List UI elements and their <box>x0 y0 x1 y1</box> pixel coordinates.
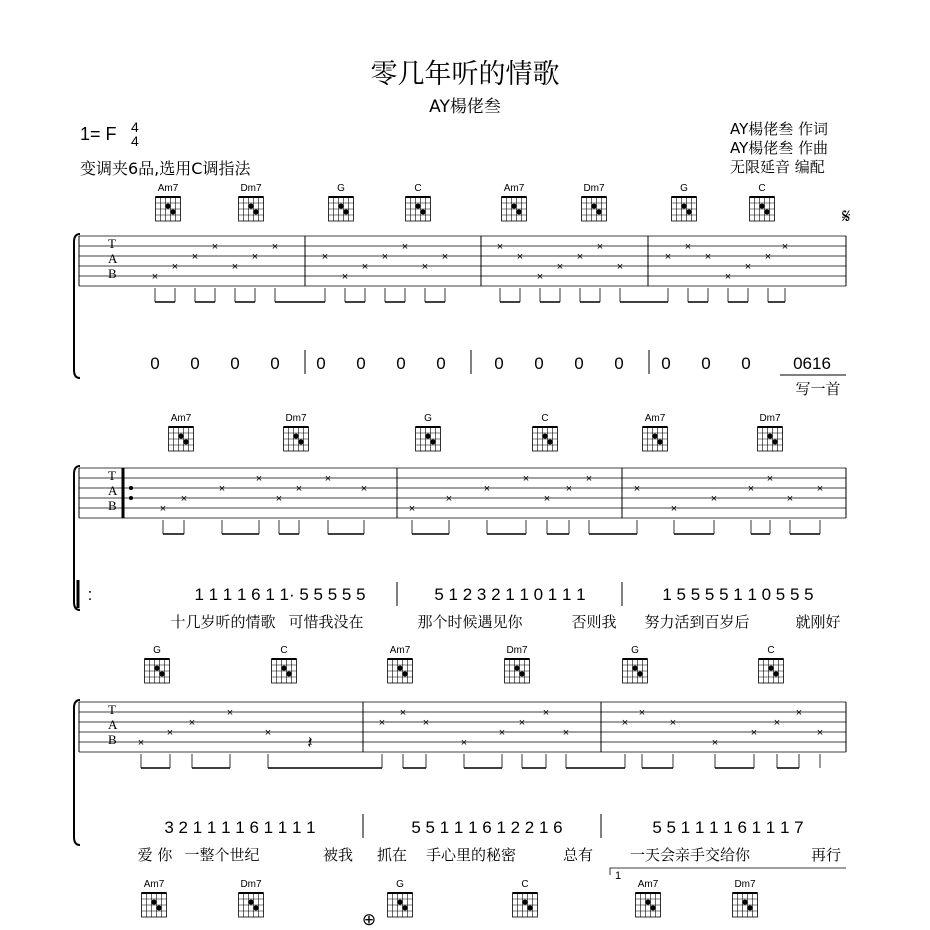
tab-note: × <box>191 251 199 263</box>
jianpu-row: 1 1 1 1 6 1 1· 5 5 5 5 5 <box>194 585 366 604</box>
tab-note: × <box>166 727 174 739</box>
tab-note: × <box>445 493 453 505</box>
chord-diagram <box>759 645 784 683</box>
chord-diagram <box>388 879 413 917</box>
credit-composer: AY楊佬叁 作曲 <box>730 139 829 157</box>
chord-finger <box>183 439 188 444</box>
chord-finger <box>645 900 650 905</box>
chord-name: G <box>680 183 688 194</box>
chord-finger <box>522 900 527 905</box>
chord-name: Dm7 <box>734 879 756 890</box>
credit-arranger: 无限延音 编配 <box>730 158 825 176</box>
chord-finger <box>286 671 291 676</box>
tab-note: × <box>496 241 504 253</box>
lyric-text: 写一首 <box>795 380 841 398</box>
jianpu-row: 5 5 1 1 1 1 6 1 1 1 7 <box>652 818 804 837</box>
tab-note: × <box>724 271 732 283</box>
tab-note: × <box>408 503 416 515</box>
chord-finger <box>298 439 303 444</box>
tab-note: × <box>704 251 712 263</box>
chord-name: G <box>396 879 404 890</box>
lyric-text: 就刚好 <box>795 613 841 631</box>
tab-staves <box>74 234 846 845</box>
tab-note: × <box>764 251 772 263</box>
time-signature-top: 4 <box>131 119 139 135</box>
chord-diagram <box>505 645 530 683</box>
chord-diagram <box>582 183 607 221</box>
chord-finger <box>402 905 407 910</box>
chord-finger <box>178 434 183 439</box>
chord-name: Dm7 <box>285 413 307 424</box>
chord-finger <box>156 905 161 910</box>
tab-staff-1 <box>79 236 846 302</box>
chord-finger <box>596 209 601 214</box>
lyric-text: 否则我 <box>571 613 617 631</box>
tab-note: × <box>816 727 824 739</box>
chord-finger <box>637 671 642 676</box>
jianpu-note: 0 <box>741 354 751 373</box>
tab-note: × <box>399 707 407 719</box>
jianpu-row: 5 1 2 3 2 1 1 0 1 1 1 <box>434 585 586 604</box>
jianpu-note: 0 <box>661 354 671 373</box>
chord-finger <box>772 439 777 444</box>
chord-finger <box>151 900 156 905</box>
tab-note: × <box>542 707 550 719</box>
chord-finger <box>248 900 253 905</box>
lyric-text: 十几岁听的情歌 <box>170 613 276 631</box>
tab-note: × <box>576 251 584 263</box>
chord-finger <box>159 671 164 676</box>
jianpu-note: 0 <box>436 354 446 373</box>
tab-note: × <box>633 483 641 495</box>
tab-note: × <box>460 737 468 749</box>
chord-diagram <box>169 413 194 451</box>
tab-note: × <box>565 483 573 495</box>
chord-name: C <box>767 645 775 656</box>
segno-icon: 𝄋 <box>842 206 851 228</box>
jianpu-row: 3 2 1 1 1 1 6 1 1 1 1 <box>164 818 316 837</box>
chord-name: C <box>280 645 288 656</box>
lyric-text: 再行 <box>810 846 842 864</box>
tab-letter-a: A <box>108 483 118 498</box>
tab-note: × <box>381 251 389 263</box>
chord-finger <box>516 209 521 214</box>
tab-note: × <box>361 261 369 273</box>
tab-note: × <box>711 737 719 749</box>
chord-name: Am7 <box>644 413 666 424</box>
chord-finger <box>415 204 420 209</box>
chord-name: G <box>424 413 432 424</box>
jianpu-note: 0 <box>534 354 544 373</box>
jianpu-note: 0616 <box>793 354 831 373</box>
tab-note: × <box>264 727 272 739</box>
tab-note: × <box>638 707 646 719</box>
jianpu-row: 1 5 5 5 5 1 1 0 5 5 5 <box>662 585 814 604</box>
chord-diagram <box>272 645 297 683</box>
tab-note: × <box>816 483 824 495</box>
chord-finger <box>420 209 425 214</box>
tab-note: × <box>556 261 564 273</box>
chord-diagram <box>733 879 758 917</box>
credit-lyricist: AY楊佬叁 作词 <box>730 120 829 138</box>
chord-finger <box>742 900 747 905</box>
tab-note: × <box>750 727 758 739</box>
chord-finger <box>511 204 516 209</box>
tab-letter-a: A <box>108 251 118 266</box>
tab-note: × <box>324 473 332 485</box>
chord-finger <box>425 434 430 439</box>
chord-name: Am7 <box>389 645 411 656</box>
tab-letter-a: A <box>108 717 118 732</box>
chord-name: G <box>153 645 161 656</box>
tab-note: × <box>498 727 506 739</box>
tab-note: × <box>747 483 755 495</box>
chord-diagram <box>750 183 775 221</box>
rest-icon: 𝄽 <box>307 733 313 752</box>
chord-finger <box>248 204 253 209</box>
chord-name: C <box>758 183 766 194</box>
chord-diagram <box>636 879 661 917</box>
chord-finger <box>650 905 655 910</box>
chord-finger <box>767 434 772 439</box>
chord-finger <box>681 204 686 209</box>
tab-note: × <box>231 261 239 273</box>
lyric-text: 那个时候遇见你 <box>417 613 523 631</box>
chord-diagram <box>416 413 441 451</box>
jianpu-note: 0 <box>396 354 406 373</box>
lyric-text: 总有 <box>562 846 594 864</box>
jianpu-note: 0 <box>701 354 711 373</box>
chord-finger <box>519 671 524 676</box>
key-signature: 1= F <box>80 124 117 144</box>
jianpu-note: 0 <box>316 354 326 373</box>
tab-letter-b: B <box>108 498 117 513</box>
lyric-text: 一整个世纪 <box>184 846 260 864</box>
chord-finger <box>542 434 547 439</box>
capo-note: 变调夹6品,选用C调指法 <box>80 159 251 178</box>
tab-note: × <box>710 493 718 505</box>
tab-note: × <box>271 241 279 253</box>
jianpu-note: 0 <box>190 354 200 373</box>
lyric-text: 手心里的秘密 <box>425 846 517 864</box>
chord-diagram <box>239 879 264 917</box>
tab-note: × <box>211 241 219 253</box>
volta-number: 1 <box>614 870 622 882</box>
lyric-text: 努力活到百岁后 <box>644 613 750 631</box>
tab-note: × <box>516 251 524 263</box>
tab-note: × <box>621 717 629 729</box>
tab-note: × <box>275 493 283 505</box>
tab-note: × <box>684 241 692 253</box>
chord-finger <box>253 209 258 214</box>
chord-finger <box>430 439 435 444</box>
tab-note: × <box>321 251 329 263</box>
tab-note: × <box>422 717 430 729</box>
tab-note: × <box>669 717 677 729</box>
tab-note: × <box>255 473 263 485</box>
tab-letter-t: T <box>108 236 116 251</box>
tab-note: × <box>378 717 386 729</box>
chord-finger <box>293 434 298 439</box>
tab-note: × <box>585 473 593 485</box>
tab-note: × <box>188 717 196 729</box>
tab-letter-b: B <box>108 266 117 281</box>
chord-diagram <box>142 879 167 917</box>
chord-name: G <box>337 183 345 194</box>
tab-note: × <box>522 473 530 485</box>
chord-diagram <box>643 413 668 451</box>
chord-finger <box>281 666 286 671</box>
artist-name: AY楊佬叁 <box>429 97 501 117</box>
chord-diagram <box>502 183 527 221</box>
tab-staff-3 <box>79 702 846 768</box>
tab-letter-t: T <box>108 468 116 483</box>
chord-finger <box>343 209 348 214</box>
chord-finger <box>338 204 343 209</box>
tab-note: × <box>180 493 188 505</box>
chord-finger <box>170 209 175 214</box>
chord-finger <box>253 905 258 910</box>
lyric-text: 抓在 <box>376 846 408 864</box>
jianpu-row: 5 5 1 1 1 6 1 2 2 1 6 <box>411 818 563 837</box>
chord-finger <box>397 900 402 905</box>
tab-note: × <box>441 251 449 263</box>
tab-note: × <box>773 717 781 729</box>
chord-finger <box>165 204 170 209</box>
chord-name: Am7 <box>143 879 165 890</box>
chord-diagram <box>284 413 309 451</box>
chord-finger <box>768 666 773 671</box>
chord-diagram <box>672 183 697 221</box>
chord-diagram <box>156 183 181 221</box>
time-signature-bottom: 4 <box>131 133 139 149</box>
tab-note: × <box>616 261 624 273</box>
tab-letter-b: B <box>108 732 117 747</box>
tab-note: × <box>596 241 604 253</box>
tab-letter-t: T <box>108 702 116 717</box>
chord-diagram <box>758 413 783 451</box>
tab-note: × <box>781 241 789 253</box>
chord-finger <box>547 439 552 444</box>
chord-name: Dm7 <box>759 413 781 424</box>
chord-finger <box>591 204 596 209</box>
chord-finger <box>686 209 691 214</box>
chord-finger <box>402 671 407 676</box>
volta-bracket <box>610 868 846 875</box>
jianpu-note: 0 <box>614 354 624 373</box>
lyric-text: 一天会亲手交给你 <box>629 846 751 864</box>
jianpu-note: 0 <box>230 354 240 373</box>
chord-finger <box>657 439 662 444</box>
tab-note: × <box>664 251 672 263</box>
chord-diagrams <box>142 183 784 917</box>
chord-name: Dm7 <box>240 879 262 890</box>
chord-diagram <box>145 645 170 683</box>
chord-diagram <box>533 413 558 451</box>
chord-name: Dm7 <box>583 183 605 194</box>
tab-note: × <box>562 727 570 739</box>
chord-finger <box>514 666 519 671</box>
lyric-text: 可惜我没在 <box>288 613 364 631</box>
jianpu-note: 0 <box>150 354 160 373</box>
jianpu-note: 0 <box>574 354 584 373</box>
chord-name: Am7 <box>503 183 525 194</box>
tab-note: × <box>218 483 226 495</box>
chord-name: C <box>521 879 529 890</box>
repeat-dots: : <box>87 585 93 604</box>
tab-note: × <box>137 737 145 749</box>
tab-note: × <box>536 271 544 283</box>
tab-note: × <box>151 271 159 283</box>
chord-name: Am7 <box>637 879 659 890</box>
chord-finger <box>747 905 752 910</box>
tab-note: × <box>795 707 803 719</box>
tab-note: × <box>421 261 429 273</box>
repeat-dot <box>129 496 133 500</box>
lyric-text: 被我 <box>322 846 354 864</box>
tab-note: × <box>360 483 368 495</box>
chord-diagram <box>239 183 264 221</box>
chord-diagram <box>406 183 431 221</box>
jianpu-note: 0 <box>356 354 366 373</box>
chord-finger <box>527 905 532 910</box>
chord-finger <box>759 204 764 209</box>
tab-note: × <box>744 261 752 273</box>
chord-diagram <box>329 183 354 221</box>
chord-finger <box>773 671 778 676</box>
tab-note: × <box>159 503 167 515</box>
tab-note: × <box>518 717 526 729</box>
tab-note: × <box>341 271 349 283</box>
chord-finger <box>632 666 637 671</box>
chord-name: C <box>541 413 549 424</box>
coda-icon: ⊕ <box>361 910 377 929</box>
chord-name: Am7 <box>170 413 192 424</box>
song-title: 零几年听的情歌 <box>370 59 560 90</box>
chord-finger <box>397 666 402 671</box>
chord-name: Dm7 <box>240 183 262 194</box>
jianpu-note: 0 <box>270 354 280 373</box>
chord-finger <box>154 666 159 671</box>
chord-name: Am7 <box>157 183 179 194</box>
tab-note: × <box>483 483 491 495</box>
chord-diagram <box>623 645 648 683</box>
lyric-text: 爱 你 <box>137 846 173 864</box>
repeat-dot <box>129 486 133 490</box>
tab-note: × <box>670 503 678 515</box>
tab-note: × <box>251 251 259 263</box>
tab-note: × <box>543 493 551 505</box>
tab-staff-2 <box>79 468 846 534</box>
tab-note: × <box>786 493 794 505</box>
tab-note: × <box>766 473 774 485</box>
tab-note: × <box>226 707 234 719</box>
chord-finger <box>764 209 769 214</box>
jianpu-note: 0 <box>494 354 504 373</box>
chord-finger <box>652 434 657 439</box>
chord-name: Dm7 <box>506 645 528 656</box>
chord-diagram <box>513 879 538 917</box>
chord-diagram <box>388 645 413 683</box>
tab-note: × <box>171 261 179 273</box>
tab-note: × <box>295 483 303 495</box>
tab-note: × <box>401 241 409 253</box>
chord-name: G <box>631 645 639 656</box>
chord-name: C <box>414 183 422 194</box>
